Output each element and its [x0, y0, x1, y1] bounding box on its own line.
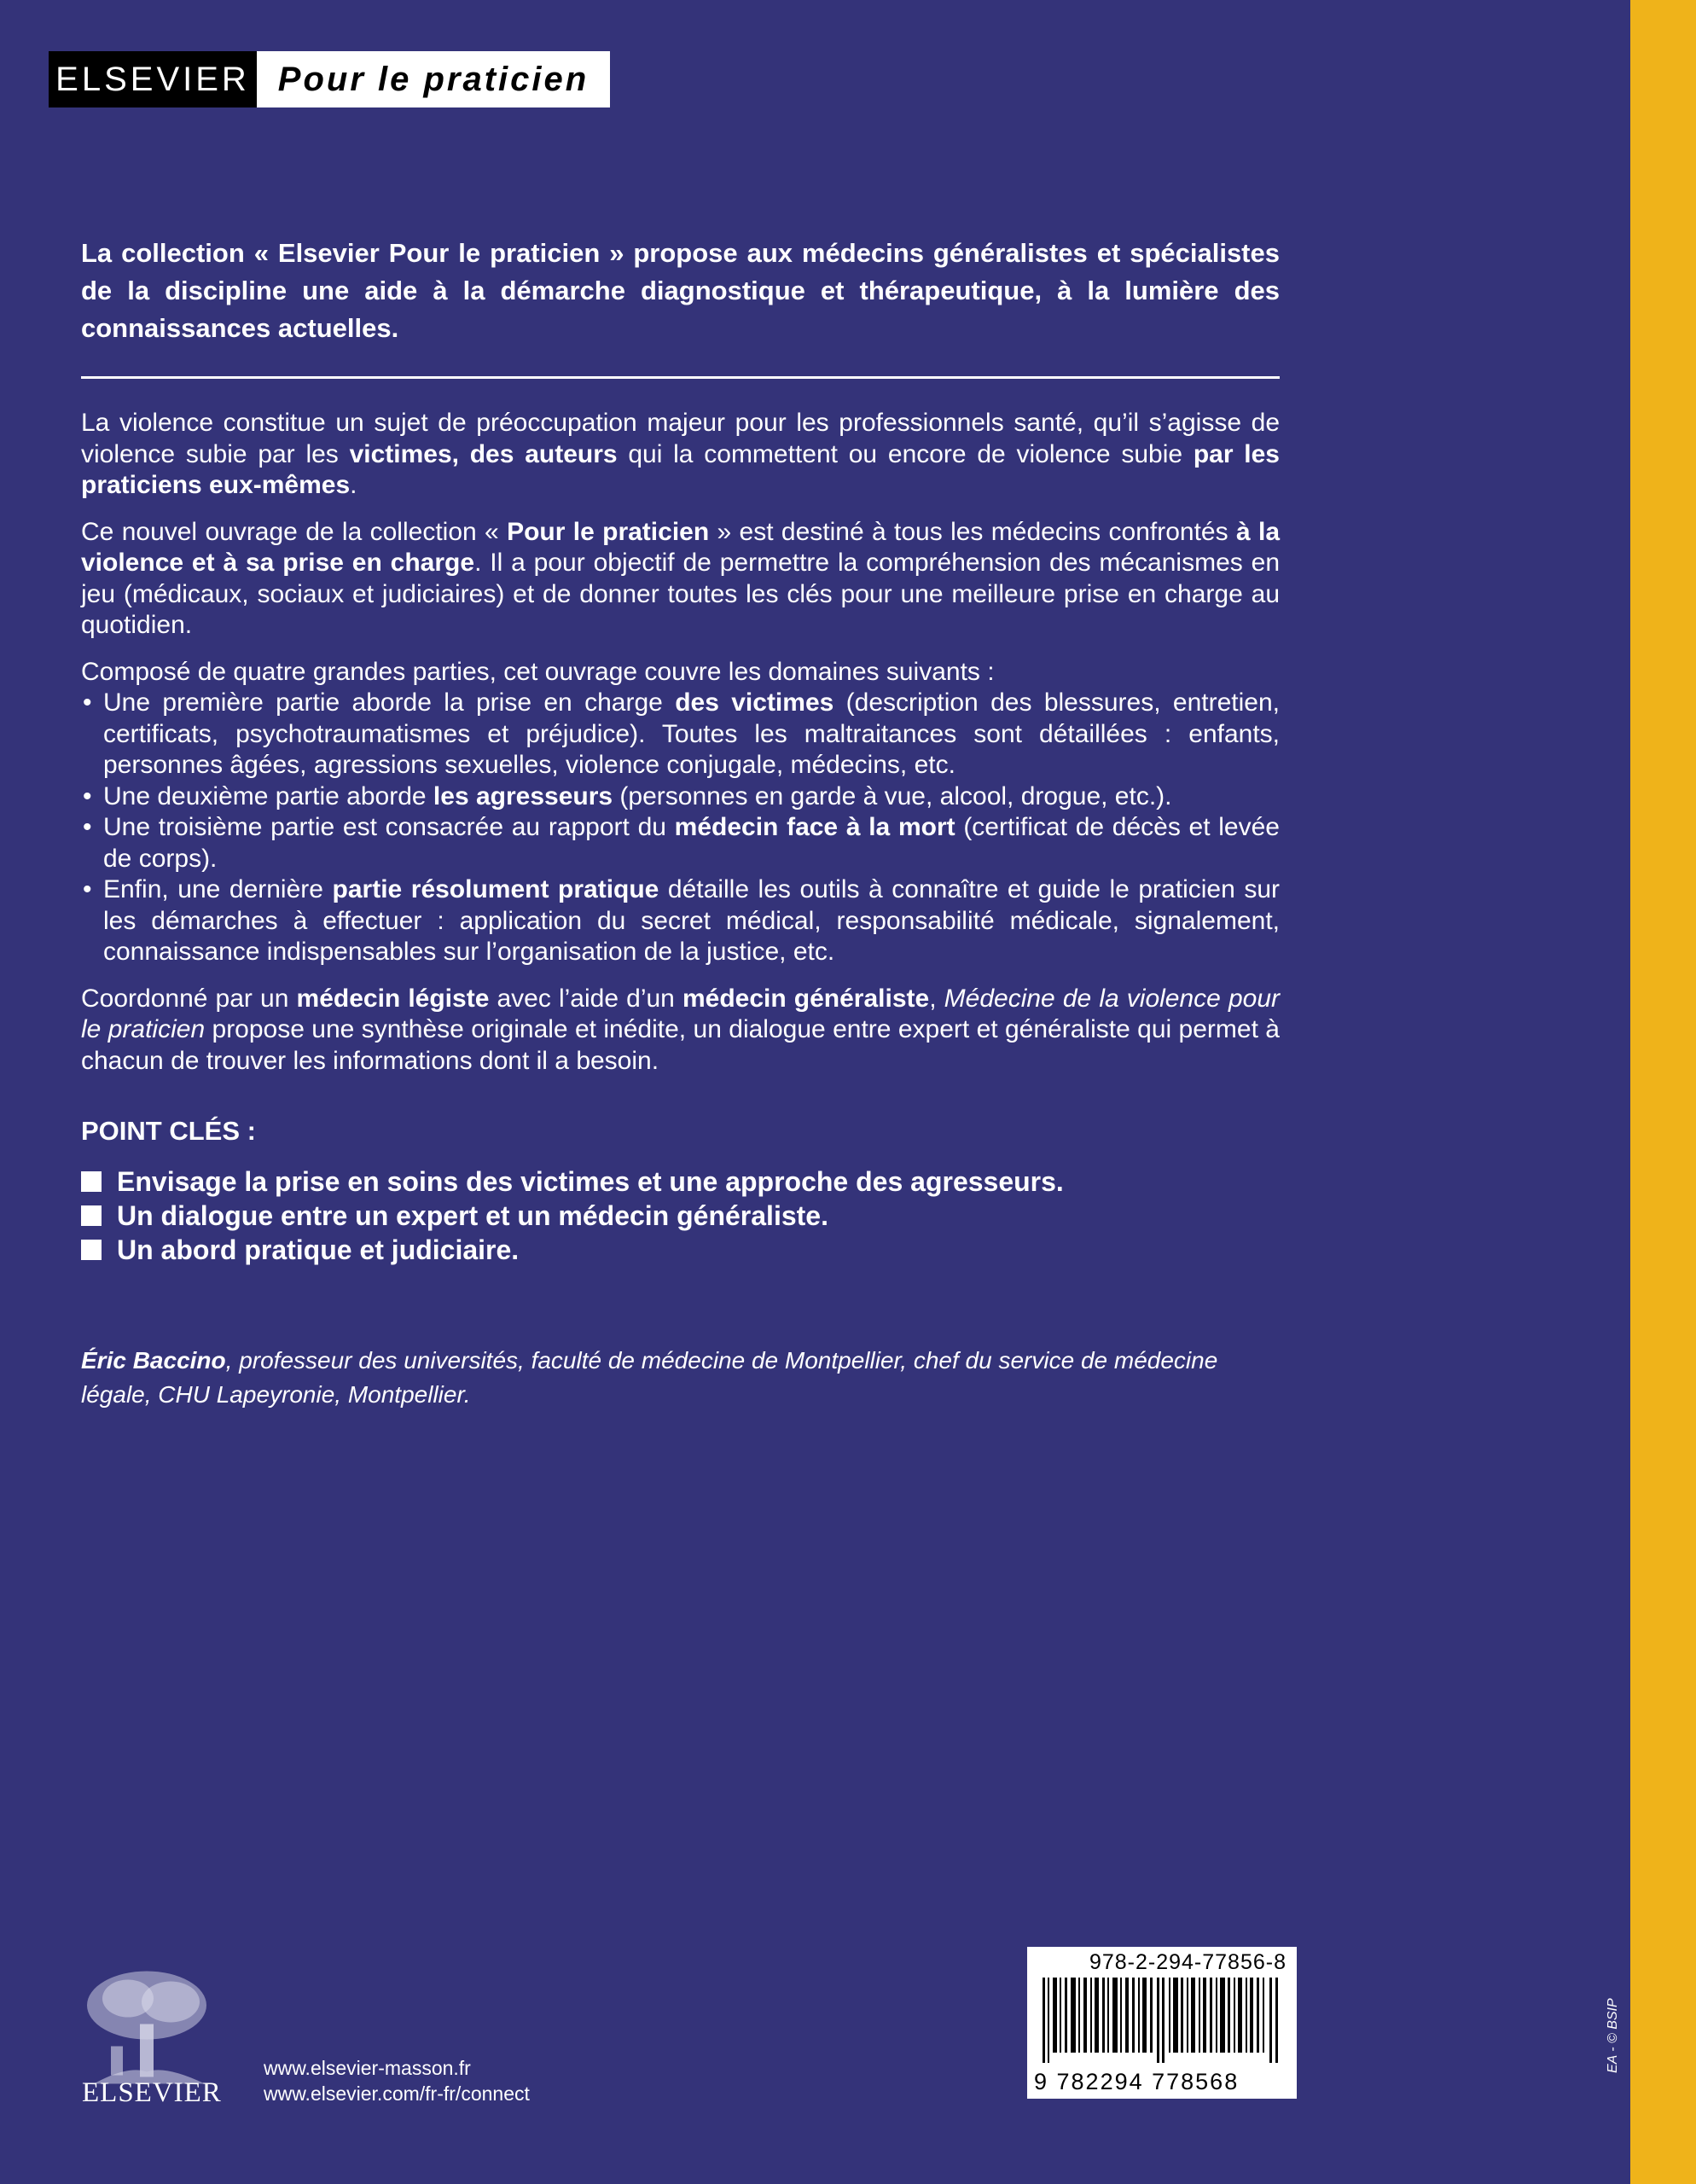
text-run: qui la commettent ou encore de violence subie [617, 439, 1194, 468]
keypoints-title: POINT CLÉS : [81, 1116, 256, 1146]
author-name: Éric Baccino [81, 1347, 226, 1374]
book-title: Médecine de la violence pour le praticien [81, 984, 1281, 1043]
keypoint-text: Un dialogue entre un expert et un médecin généraliste. [117, 1200, 828, 1231]
list-item [81, 874, 1280, 968]
divider [81, 376, 1280, 379]
bold-run: Pour le praticien [507, 517, 710, 546]
text-run: » est destiné à tous les médecins confrontés [709, 517, 1236, 546]
text-run: (description des blessures, entretien, certificats, psychotraumatismes et préjudice). Toutes les maltraitances sont détaillées : enfants, personnes âgées, agressions sexuelles, violence conjugale, médecins, etc. [103, 688, 1280, 779]
accent-side-bar [1630, 0, 1696, 2184]
square-bullet-icon [81, 1171, 102, 1192]
paragraph-coordination [81, 984, 1280, 1077]
text-run: Ce nouvel ouvrage de la collection « [81, 517, 508, 546]
url-link[interactable]: www.elsevier.com/fr-fr/connect [264, 2082, 530, 2105]
text-run: Enfin, une dernière [103, 875, 333, 903]
bold-run: des victimes [675, 688, 834, 717]
list-item [81, 812, 1280, 874]
paragraph-parties-intro: Composé de quatre grandes parties, cet ouvrage couvre les domaines suivants : [81, 657, 995, 686]
bold-run: victimes, des auteurs [349, 439, 618, 468]
isbn-text: 978-2-294-77856-8 [1089, 1950, 1287, 1974]
square-bullet-icon [81, 1205, 102, 1226]
square-bullet-icon [81, 1240, 102, 1260]
keypoints-list [81, 1165, 1064, 1267]
bold-run: médecin face à la mort [674, 813, 955, 841]
text-run: propose une synthèse originale et inédite, un dialogue entre expert et généraliste qui permet à chacun de trouver les informations dont il a besoin. [81, 1015, 1280, 1075]
author-bio [81, 1344, 1284, 1412]
text-run: Une troisième partie est consacrée au rapport du [103, 813, 675, 841]
photo-credit: EA - © BSIP [1606, 1998, 1620, 2073]
author-description: , professeur des universités, faculté de médecine de Montpellier, chef du service de médecine légale, CHU Lapeyronie, Montpellier. [81, 1347, 1218, 1408]
keypoint-text: Un abord pratique et judiciaire. [117, 1234, 520, 1265]
text-run: détaille les outils à connaître et guide le praticien sur les démarches à effectuer : application du secret médical, responsabilité médicale, signalement, connaissance indispensables sur l’organisation de la justice, etc. [103, 875, 1280, 966]
parts-list [81, 688, 1280, 968]
text-run: Une deuxième partie aborde [103, 781, 433, 810]
description-body [81, 408, 1280, 1092]
text-run: Une première partie aborde la prise en charge [103, 688, 676, 717]
isbn-barcode [1027, 1947, 1297, 2099]
publisher-urls [264, 2055, 530, 2106]
text-run: Coordonné par un [81, 984, 297, 1013]
bold-run: par les praticiens eux-mêmes [81, 439, 1280, 499]
list-item [81, 781, 1280, 813]
text-run: (personnes en garde à vue, alcool, drogue, etc.). [613, 781, 1172, 810]
collection-badge [49, 51, 610, 107]
paragraph-violence [81, 408, 1280, 502]
isbn-digits: 9 782294 778568 [1034, 2069, 1240, 2094]
text-run: (certificat de décès et levée de corps). [103, 813, 1280, 873]
bold-run: médecin légiste [296, 984, 490, 1013]
paragraph-ouvrage [81, 517, 1280, 642]
keypoint-item [81, 1233, 1064, 1267]
elsevier-wordmark: ELSEVIER [82, 2077, 222, 2108]
bold-run: à la violence et à sa prise en charge [81, 517, 1281, 577]
bold-run: les agresseurs [433, 781, 613, 810]
keypoint-item [81, 1199, 1064, 1233]
barcode-icon [1039, 1978, 1285, 2063]
collection-label: Pour le praticien [257, 51, 610, 107]
intro-paragraph: La collection « Elsevier Pour le praticien » propose aux médecins généralistes et spécialistes de la discipline une aide à la démarche diagnostique et thérapeutique, à la lumière des connaissances actuelles. [81, 238, 1280, 343]
list-item [81, 688, 1280, 781]
brand-label: ELSEVIER [49, 51, 257, 107]
text-run: . Il a pour objectif de permettre la compréhension des mécanismes en jeu (médicaux, sociaux et judiciaires) et de donner toutes les clés pour une meilleure prise en charge au quotidien. [81, 549, 1280, 639]
text-run: La violence constitue un sujet de préoccupation majeur pour les professionnels santé, qu’il s’agisse de violence subie par les [81, 409, 1280, 468]
keypoint-item [81, 1165, 1064, 1199]
keypoint-text: Envisage la prise en soins des victimes et une approche des agresseurs. [117, 1166, 1064, 1197]
text-run: . [350, 471, 357, 499]
text-run: avec l’aide d’un [489, 984, 682, 1013]
url-link[interactable]: www.elsevier-masson.fr [264, 2057, 471, 2079]
bold-run: médecin généraliste [682, 984, 930, 1013]
bold-run: partie résolument pratique [332, 875, 659, 903]
text-run: , [929, 984, 944, 1013]
